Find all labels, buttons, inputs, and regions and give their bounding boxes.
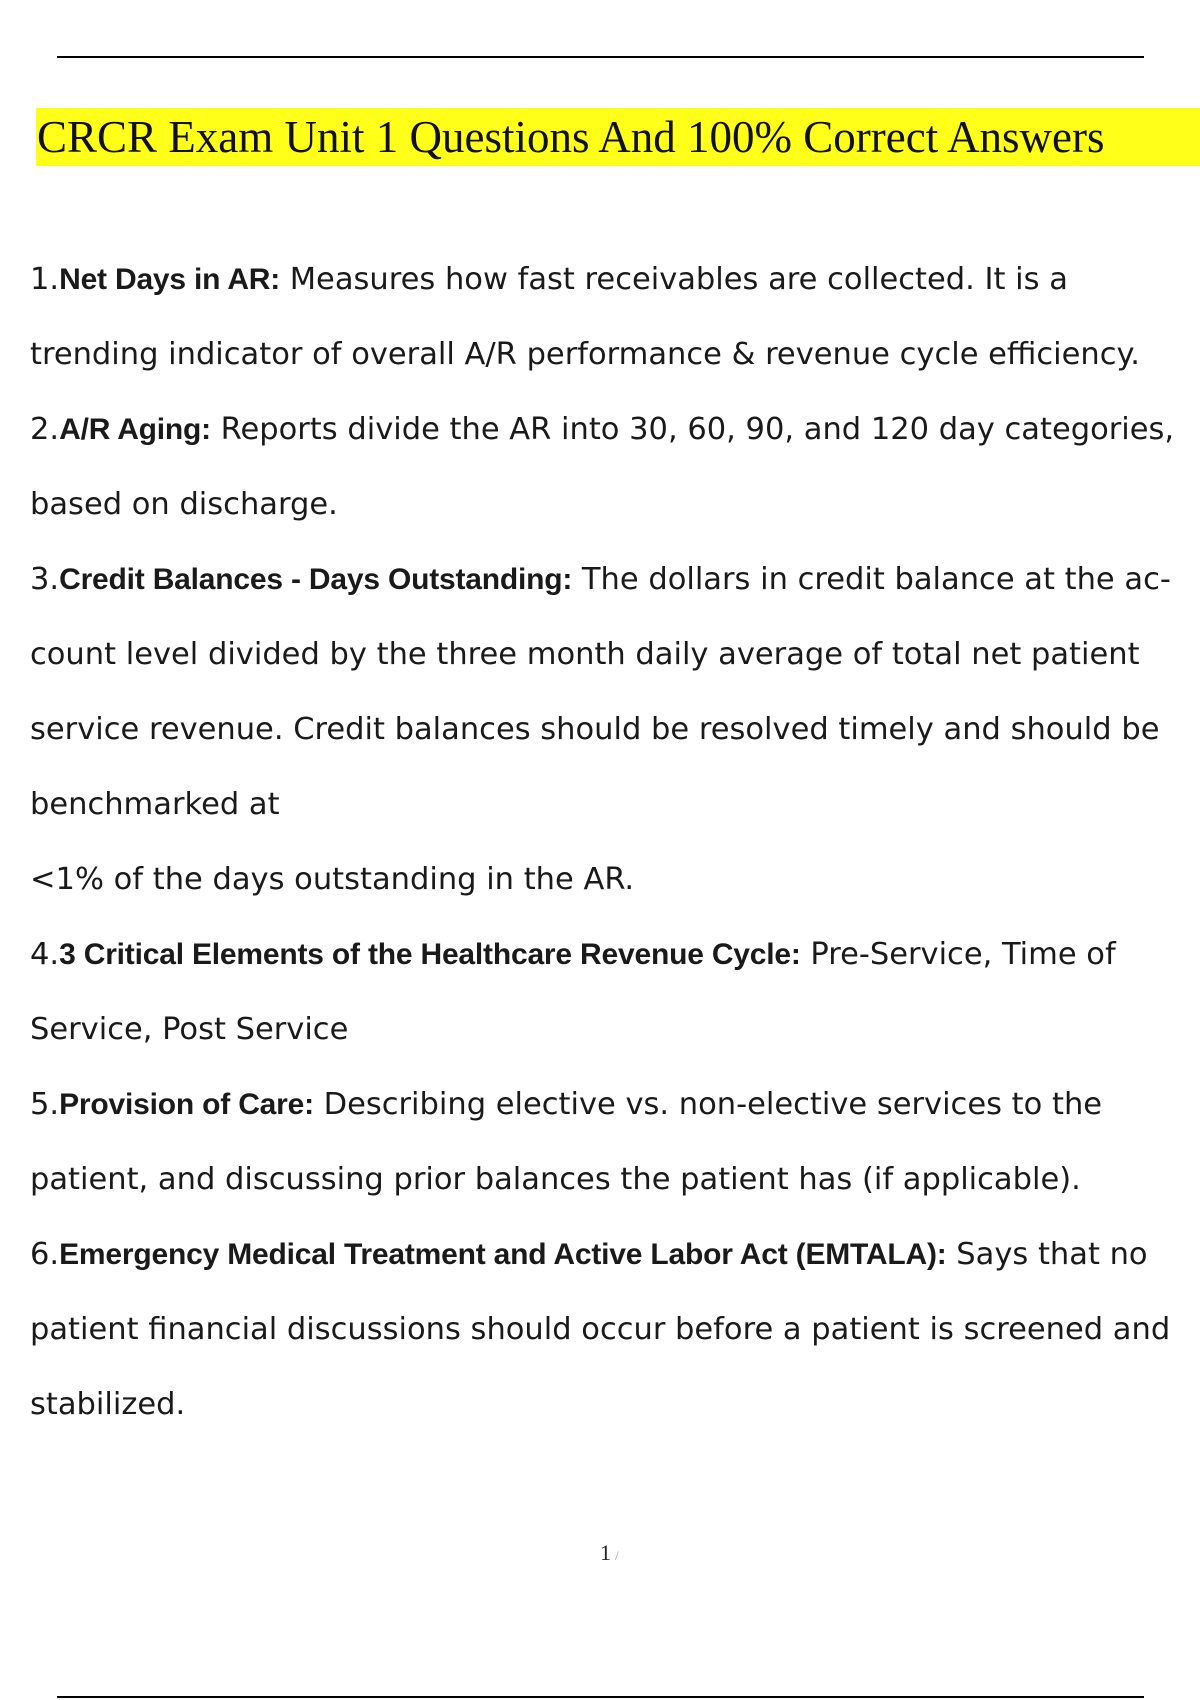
item-number: 6. xyxy=(30,1237,60,1272)
page-number-slash: / xyxy=(615,1548,619,1563)
item-definition: Says that no patient financial discussions should occur before a patient is screened and stabilized. xyxy=(30,1237,1171,1422)
item-number: 1. xyxy=(30,262,60,297)
item-number: 5. xyxy=(30,1087,60,1122)
page-number-value: 1 xyxy=(600,1540,611,1565)
page-number xyxy=(600,1540,619,1566)
item-number: 3. xyxy=(30,562,60,597)
qa-list xyxy=(30,242,1200,1442)
title-highlight xyxy=(36,108,1200,166)
item-term: A/R Aging: xyxy=(59,413,211,446)
item-term: 3 Critical Elements of the Healthcare Revenue Cycle: xyxy=(59,938,801,971)
item-definition: The dollars in credit balance at the ac- count level divided by the three month daily average of total net patient service revenue. Credit balances should be resolved timely and should be benchmarked at xyxy=(30,562,1171,822)
item-definition: Pre-Service, Time of Service, Post Service xyxy=(30,937,1116,1047)
item-number: 2. xyxy=(30,412,60,447)
item-term: Emergency Medical Treatment and Active Labor Act (EMTALA): xyxy=(59,1238,947,1271)
document-title: CRCR Exam Unit 1 Questions And 100% Correct Answers xyxy=(37,112,1105,162)
item-definition: Describing elective vs. non-elective services to the patient, and discussing prior balances the patient has (if applicable). xyxy=(30,1087,1103,1197)
item-term: Provision of Care: xyxy=(59,1088,314,1121)
qa-item-6 xyxy=(30,1217,1200,1442)
item-definition: Reports divide the AR into 30, 60, 90, and 120 day categories, based on discharge. xyxy=(30,412,1175,522)
item-number: 4. xyxy=(30,937,60,972)
qa-item-2 xyxy=(30,392,1200,542)
qa-item-4 xyxy=(30,917,1200,1067)
item-definition: Measures how fast receivables are collected. It is a trending indicator of overall A/R performance & revenue cycle efficiency. xyxy=(30,262,1140,372)
qa-item-3 xyxy=(30,542,1200,917)
item-term: Credit Balances - Days Outstanding: xyxy=(59,563,573,596)
top-rule xyxy=(57,56,1144,58)
qa-item-5 xyxy=(30,1067,1200,1217)
item-term: Net Days in AR: xyxy=(59,263,281,296)
item-continuation: <1% of the days outstanding in the AR. xyxy=(30,862,635,897)
bottom-rule xyxy=(57,1696,1144,1698)
qa-item-1 xyxy=(30,242,1200,392)
